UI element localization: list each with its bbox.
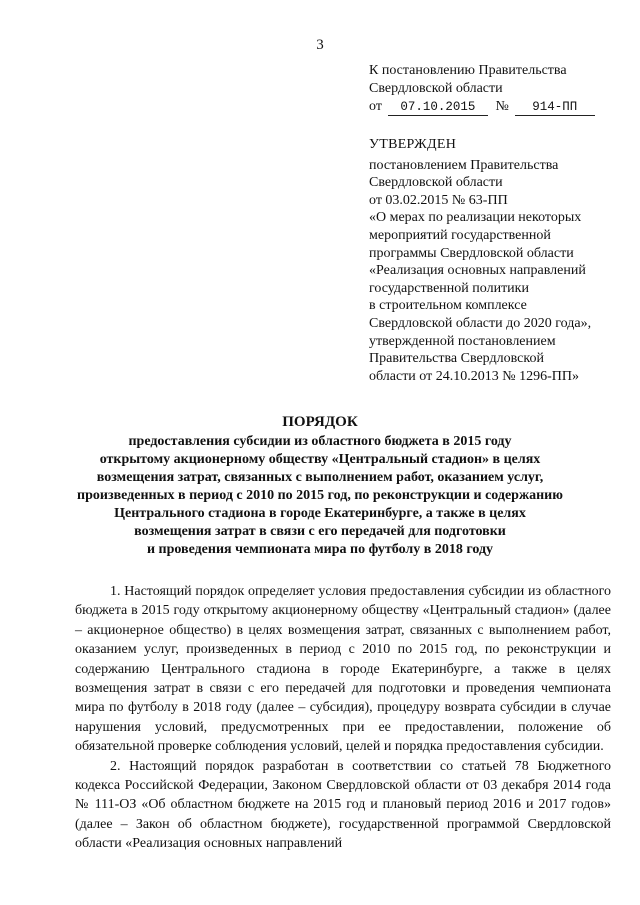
order-title-line: возмещения затрат в связи с его передачей для подготовки bbox=[134, 524, 506, 539]
resolution-header bbox=[369, 62, 595, 116]
approved-line: Свердловской области bbox=[369, 175, 503, 191]
resolution-date: 07.10.2015 bbox=[388, 100, 488, 116]
approved-line: постановлением Правительства bbox=[369, 157, 559, 173]
order-title-line: возмещения затрат, связанных с выполнением работ, оказанием услуг, bbox=[96, 470, 544, 485]
approved-line: Правительства Свердловской bbox=[369, 351, 544, 367]
header-line-1: К постановлению Правительства bbox=[369, 63, 567, 78]
header-line-2: Свердловской области bbox=[369, 81, 503, 96]
header-date-number-line bbox=[369, 98, 595, 116]
paragraph-2: 2. Настоящий порядок разработан в соответствии со статьей 78 Бюджетного кодекса Российской Федерации, Законом Свердловской области от 03 декабря 2014 года № 111-ОЗ «Об областном бюджете на 2015 год и плановый период 2016 и 2017 годов» (далее – Закон об областном бюджете), государственной программой Свердловской области «Реализация основных направлений bbox=[75, 758, 611, 852]
order-title-line: открытому акционерному обществу «Центральный стадион» в целях bbox=[99, 452, 541, 467]
order-title-line: и проведения чемпионата мира по футболу в 2018 году bbox=[146, 542, 494, 557]
approved-line: государственной политики bbox=[369, 280, 529, 296]
number-label: № bbox=[495, 99, 509, 114]
document-body bbox=[75, 582, 611, 854]
approved-line: утвержденной постановлением bbox=[369, 333, 556, 349]
page-number: 3 bbox=[316, 37, 324, 53]
approved-title: УТВЕРЖДЕН bbox=[369, 137, 457, 152]
paragraph-1: 1. Настоящий порядок определяет условия предоставления субсидии из областного бюджета в 2015 году открытому акционерному обществу «Центральный стадион» (далее – акционерное общество) в целях возмещения затрат, связанных с выполнением работ, оказанием услуг, произведенных в период с 2010 по 2015 год, по реконструкции и содержанию Центрального стадиона в городе Екатеринбурге, а также в целях возмещения затрат в связи с его передачей для подготовки и проведения чемпионата мира по футболу в 2018 году (далее – субсидия), процедуру возврата субсидии в случае нарушения условий, предусмотренных при ее предоставлении, положение об обязательной проверке соблюдения условий, целей и порядка предоставления субсидии. bbox=[75, 584, 611, 755]
order-title-line: предоставления субсидии из областного бюджета в 2015 году bbox=[128, 434, 512, 449]
approved-line: мероприятий государственной bbox=[369, 227, 551, 243]
order-title-line: произведенных в период с 2010 по 2015 год, по реконструкции и содержанию bbox=[77, 488, 563, 503]
approved-line: Свердловской области до 2020 года», bbox=[369, 315, 592, 331]
order-heading: ПОРЯДОК bbox=[282, 414, 358, 430]
approved-line: области от 24.10.2013 № 1296-ПП» bbox=[369, 368, 579, 384]
approved-line: от 03.02.2015 № 63-ПП bbox=[369, 192, 508, 208]
approved-line: «Реализация основных направлений bbox=[369, 263, 586, 279]
resolution-number: 914-ПП bbox=[515, 100, 595, 116]
approved-line: программы Свердловской области bbox=[369, 245, 574, 261]
approved-line: «О мерах по реализации некоторых bbox=[369, 210, 582, 226]
approval-block bbox=[369, 136, 591, 385]
approved-line: в строительном комплексе bbox=[369, 298, 527, 314]
order-title-block bbox=[0, 413, 640, 559]
from-label: от bbox=[369, 99, 382, 114]
order-title-line: Центрального стадиона в городе Екатеринбурге, а также в целях bbox=[114, 506, 526, 521]
